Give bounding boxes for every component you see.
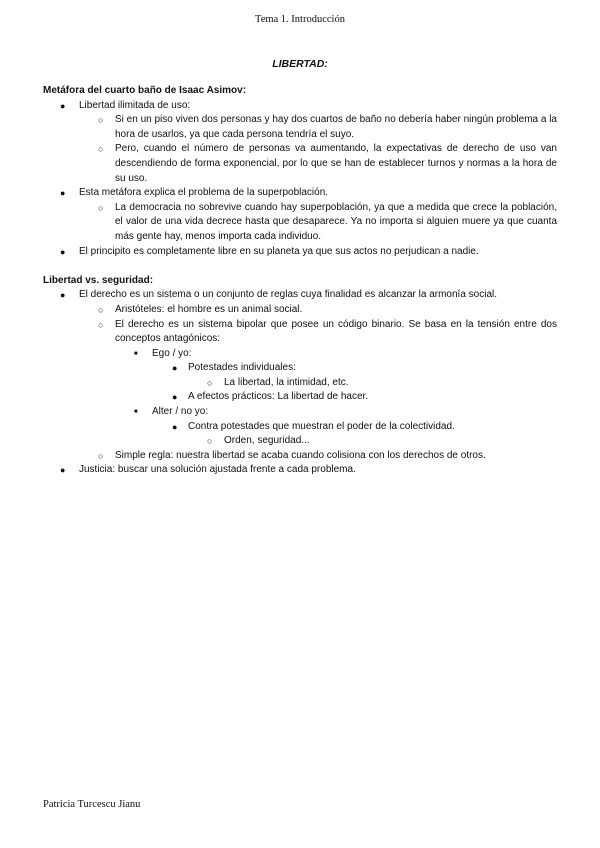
document-body — [43, 84, 557, 478]
section-heading-asimov: Metáfora del cuarto baño de Isaac Asimov: — [43, 85, 247, 96]
list-item-text: Potestades individuales: — [188, 362, 296, 374]
list-item-text: Ego / yo: — [152, 347, 192, 359]
page-header: Tema 1. Introducción — [255, 14, 345, 25]
list-item-text: Justicia: buscar una solución ajustada frente a cada problema. — [79, 464, 356, 476]
filled-bullet-icon: ● — [60, 188, 66, 199]
list-item — [152, 390, 557, 405]
list-item-text: Aristóteles: el hombre es un animal social. — [115, 303, 303, 315]
list-item-text: El derecho es un sistema bipolar que posee un código binario. Se basa en la tensión entre dos conceptos antagónicos: — [115, 318, 557, 345]
list-item — [43, 288, 557, 463]
list-item — [79, 113, 557, 142]
list-item — [43, 463, 557, 478]
hollow-bullet-icon: ○ — [98, 304, 104, 315]
list-item — [79, 318, 557, 449]
filled-bullet-icon: ● — [172, 392, 178, 403]
list-item-text: Alter / no yo: — [152, 406, 209, 418]
list-item-text: Contra potestades que muestran el poder de la colectividad. — [188, 420, 455, 432]
list-item — [188, 376, 557, 391]
bullet-list — [43, 288, 557, 478]
page-footer-author: Patricia Turcescu Jianu — [43, 799, 141, 810]
filled-bullet-icon: ● — [172, 363, 178, 374]
square-bullet-icon: ■ — [134, 350, 138, 357]
list-item — [43, 245, 557, 260]
document-title: LIBERTAD: — [272, 58, 328, 70]
list-item — [115, 347, 557, 405]
list-item-text: La democracia no sobrevive cuando hay superpoblación, ya que a medida que crece la población, el valor de una vida decrece hasta que desaparece. Ya no importa si alguien muere ya que cuanta más gente hay, menos importa cada individuo. — [115, 201, 557, 242]
square-bullet-icon: ■ — [134, 409, 138, 416]
filled-bullet-icon: ● — [60, 246, 66, 257]
list-item-text: Si en un piso viven dos personas y hay dos cuartos de baño no debería haber ningún problema a la hora de usarlos, ya que cada persona tendría el suyo. — [115, 114, 557, 140]
list-item-text: La libertad, la intimidad, etc. — [224, 376, 349, 388]
list-item — [79, 303, 557, 318]
list-item-text: Libertad ilimitada de uso: — [79, 99, 191, 111]
list-item — [79, 449, 557, 464]
list-item — [152, 361, 557, 390]
list-item-text: Pero, cuando el número de personas va aumentando, la expectativas de derecho de uso van descendiendo de forma exponencial, por lo que se han de establecer turnos y normas a la hora de su uso. — [115, 143, 557, 184]
filled-bullet-icon: ● — [172, 421, 178, 432]
list-item — [43, 186, 557, 244]
hollow-bullet-icon: ○ — [98, 450, 104, 461]
list-item — [115, 405, 557, 449]
list-item — [43, 99, 557, 187]
list-item-text: El derecho es un sistema o un conjunto de reglas cuya finalidad es alcanzar la armonía social. — [79, 289, 498, 301]
hollow-bullet-icon: ○ — [207, 436, 213, 447]
list-item — [152, 420, 557, 449]
section-heading-libertad-seguridad: Libertad vs. seguridad: — [43, 274, 154, 286]
list-item-text: El principito es completamente libre en su planeta ya que sus actos no perjudican a nadie. — [79, 245, 479, 257]
filled-bullet-icon: ● — [60, 465, 66, 476]
hollow-bullet-icon: ○ — [98, 144, 104, 155]
list-item-text: Esta metáfora explica el problema de la superpoblación. — [79, 187, 329, 199]
list-item — [188, 434, 557, 449]
hollow-bullet-icon: ○ — [98, 202, 104, 213]
section-spacer — [43, 259, 557, 274]
filled-bullet-icon: ● — [60, 100, 66, 111]
bullet-list — [43, 99, 557, 260]
hollow-bullet-icon: ○ — [207, 377, 213, 388]
list-item — [79, 142, 557, 186]
list-item-text: A efectos prácticos: La libertad de hacer. — [188, 391, 369, 403]
list-item — [79, 201, 557, 245]
list-item-text: Orden, seguridad... — [224, 435, 310, 447]
filled-bullet-icon: ● — [60, 290, 66, 301]
hollow-bullet-icon: ○ — [98, 115, 104, 126]
list-item-text: Simple regla: nuestra libertad se acaba cuando colisiona con los derechos de otros. — [115, 449, 486, 461]
hollow-bullet-icon: ○ — [98, 319, 104, 330]
